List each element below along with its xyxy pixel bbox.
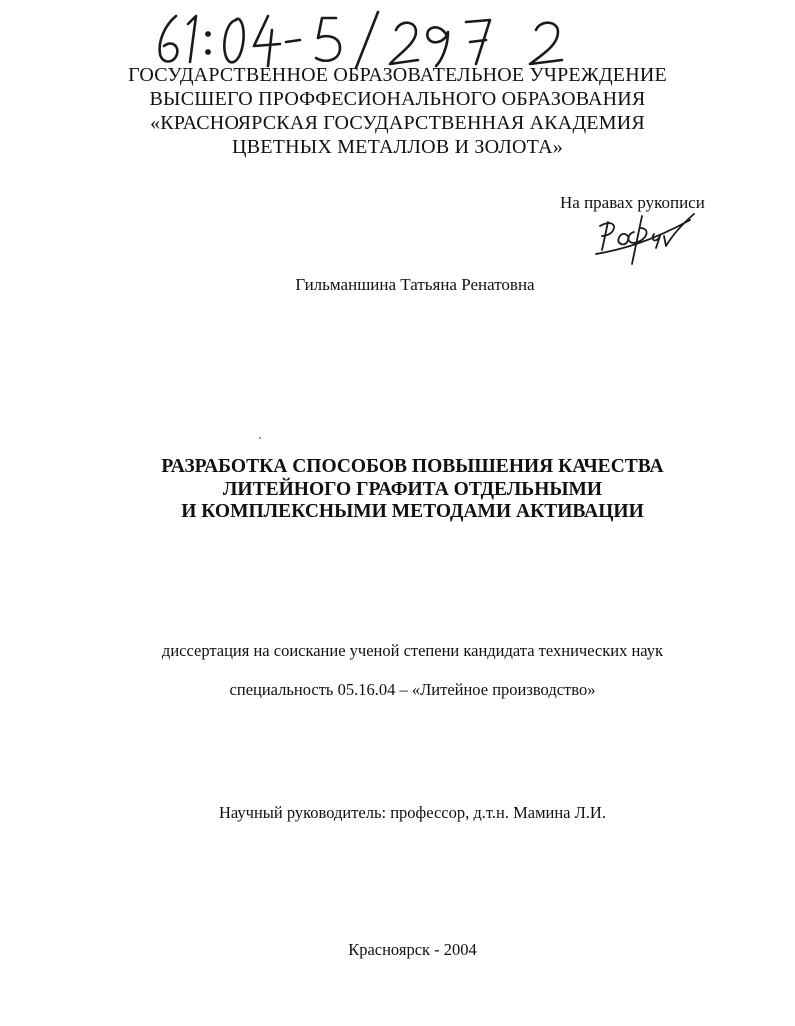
author-name: Гильманшина Татьяна Ренатовна bbox=[295, 275, 535, 294]
specialty-statement: специальность 05.16.04 – «Литейное производство» bbox=[229, 680, 596, 699]
handwritten-signature bbox=[590, 206, 700, 274]
degree-statement: диссертация на соискание ученой степени кандидата технических наук bbox=[161, 641, 664, 660]
institution-line-2: ВЫСШЕГО ПРОФФЕСИОНАЛЬНОГО ОБРАЗОВАНИЯ bbox=[149, 88, 646, 110]
title-line-3: И КОМПЛЕКСНЫМИ МЕТОДАМИ АКТИВАЦИИ bbox=[181, 501, 644, 522]
institution-line-1: ГОСУДАРСТВЕННОЕ ОБРАЗОВАТЕЛЬНОЕ УЧРЕЖДЕНИЕ bbox=[128, 64, 667, 86]
scan-speck bbox=[259, 437, 261, 439]
title-line-1: РАЗРАБОТКА СПОСОБОВ ПОВЫШЕНИЯ КАЧЕСТВА bbox=[161, 456, 664, 477]
city-and-year: Красноярск - 2004 bbox=[348, 940, 477, 959]
institution-line-3: «КРАСНОЯРСКАЯ ГОСУДАРСТВЕННАЯ АКАДЕМИЯ bbox=[150, 112, 645, 134]
title-line-2: ЛИТЕЙНОГО ГРАФИТА ОТДЕЛЬНЫМИ bbox=[222, 479, 603, 500]
scientific-supervisor: Научный руководитель: профессор, д.т.н. Мамина Л.И. bbox=[219, 803, 606, 822]
handwritten-archive-code bbox=[150, 8, 610, 70]
institution-line-4: ЦВЕТНЫХ МЕТАЛЛОВ И ЗОЛОТА» bbox=[232, 136, 563, 158]
manuscript-rights-label: На правах рукописи bbox=[560, 193, 705, 212]
